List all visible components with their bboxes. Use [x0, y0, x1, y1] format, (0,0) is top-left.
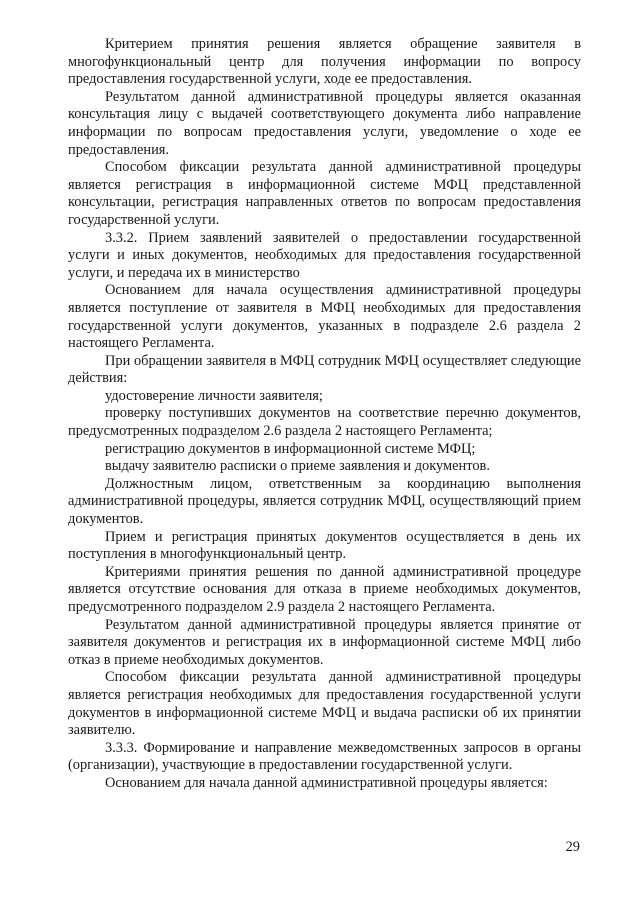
list-item: регистрацию документов в информационной системе МФЦ;: [105, 440, 476, 457]
paragraph: Прием и регистрация принятых документов осуществляется в день их поступления в многофункциональный центр.: [68, 528, 581, 563]
section-heading: 3.3.2. Прием заявлений заявителей о предоставлении государственной услуги и иных документов, необходимых для предоставления государственной услуги, и передача их в министерство: [68, 229, 581, 281]
paragraph: Результатом данной административной процедуры является принятие от заявителя документов и регистрация их в информационной системе МФЦ либо отказ в приеме необходимых документов.: [68, 616, 581, 668]
paragraph: Результатом данной административной процедуры является оказанная консультация лицу с выдачей соответствующего документа либо направление информации по вопросам предоставления услуги, уведомление о ходе ее предоставления.: [68, 88, 581, 158]
list-item: проверку поступивших документов на соответствие перечню документов, предусмотренных подразделом 2.6 раздела 2 настоящего Регламента;: [68, 405, 581, 440]
section-heading: 3.3.3. Формирование и направление межведомственных запросов в органы (организации), участвующие в предоставлении государственной услуги.: [68, 739, 581, 774]
paragraph: При обращении заявителя в МФЦ сотрудник МФЦ осуществляет следующие действия:: [68, 352, 581, 387]
paragraph: Основанием для начала данной административной процедуры является:: [105, 774, 548, 791]
paragraph: Способом фиксации результата данной административной процедуры является регистрация необходимых для предоставления государственной услуги документов в информационной системе МФЦ и выдача расписки об их принятии заявителю.: [68, 669, 581, 739]
paragraph: Должностным лицом, ответственным за координацию выполнения административной процедуры, является сотрудник МФЦ, осуществляющий прием документов.: [68, 475, 581, 528]
paragraph: Критериями принятия решения по данной административной процедуре является отсутствие основания для отказа в приеме необходимых документов, предусмотренного подразделом 2.9 раздела 2 настоящего Регламента.: [68, 563, 581, 615]
paragraph: Способом фиксации результата данной административной процедуры является регистрация в информационной системе МФЦ представленной консультации, регистрация направленных ответов по вопросам предоставления государственной услуги.: [68, 159, 581, 228]
paragraph: Основанием для начала осуществления административной процедуры является поступление от заявителя в МФЦ необходимых для предоставления государственной услуги документов, указанных в подразделе 2.6 раздела 2 настоящего Регламента.: [68, 282, 581, 352]
document-body: [68, 36, 581, 793]
paragraph: Критерием принятия решения является обращение заявителя в многофункциональный центр для получения информации по вопросу предоставления государственной услуги, ходе ее предоставления.: [68, 36, 581, 88]
list-item: удостоверение личности заявителя;: [105, 387, 323, 404]
page-number: 29: [565, 839, 580, 855]
list-item: выдачу заявителю расписки о приеме заявления и документов.: [105, 458, 490, 475]
